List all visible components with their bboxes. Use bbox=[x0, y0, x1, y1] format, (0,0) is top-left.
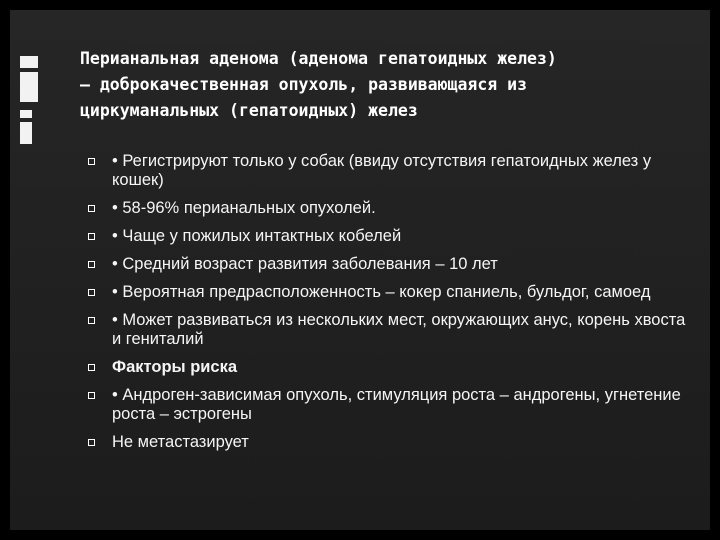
bullet-text: • Регистрируют только у собак (ввиду отсутствия гепатоидных желез у кошек) bbox=[112, 152, 652, 189]
square-bullet-icon bbox=[88, 317, 95, 324]
square-bullet-icon bbox=[88, 205, 95, 212]
bullet-text: • Андроген-зависимая опухоль, стимуляция роста – андрогены, угнетение роста – эстрогены bbox=[112, 386, 681, 423]
slide bbox=[10, 10, 710, 530]
square-bullet-icon bbox=[88, 392, 95, 399]
bullet-text: • Чаще у пожилых интактных кобелей bbox=[112, 227, 402, 245]
square-bullet-icon bbox=[88, 364, 95, 371]
slide-title: Перианальная аденома (аденома гепатоидных желез) – доброкачественная опухоль, развивающаяся из циркуманальных (гепатоидных) желез bbox=[80, 49, 557, 120]
bullet-item bbox=[88, 386, 698, 424]
bullet-text: • Вероятная предрасположенность – кокер спаниель, бульдог, самоед bbox=[112, 283, 651, 301]
square-bullet-icon bbox=[88, 439, 95, 446]
bullet-item bbox=[88, 358, 698, 377]
bullet-item bbox=[88, 433, 698, 452]
bullet-text: • 58-96% перианальных опухолей. bbox=[112, 199, 376, 217]
square-bullet-icon bbox=[88, 289, 95, 296]
bullet-item bbox=[88, 255, 698, 274]
square-bullet-icon bbox=[88, 158, 95, 165]
bullet-text: • Средний возраст развития заболевания – 10 лет bbox=[112, 255, 498, 273]
bullet-text: Факторы риска bbox=[112, 358, 238, 376]
slide-decoration bbox=[20, 56, 38, 156]
bullet-list bbox=[88, 152, 698, 461]
bullet-item bbox=[88, 311, 698, 349]
bullet-text: Не метастазирует bbox=[112, 433, 249, 451]
bullet-text: • Может развиваться из нескольких мест, окружающих анус, корень хвоста и гениталий bbox=[112, 311, 686, 348]
square-bullet-icon bbox=[88, 261, 95, 268]
bullet-item bbox=[88, 227, 698, 246]
bullet-item bbox=[88, 152, 698, 190]
square-bullet-icon bbox=[88, 233, 95, 240]
bullet-item bbox=[88, 199, 698, 218]
bullet-item bbox=[88, 283, 698, 302]
